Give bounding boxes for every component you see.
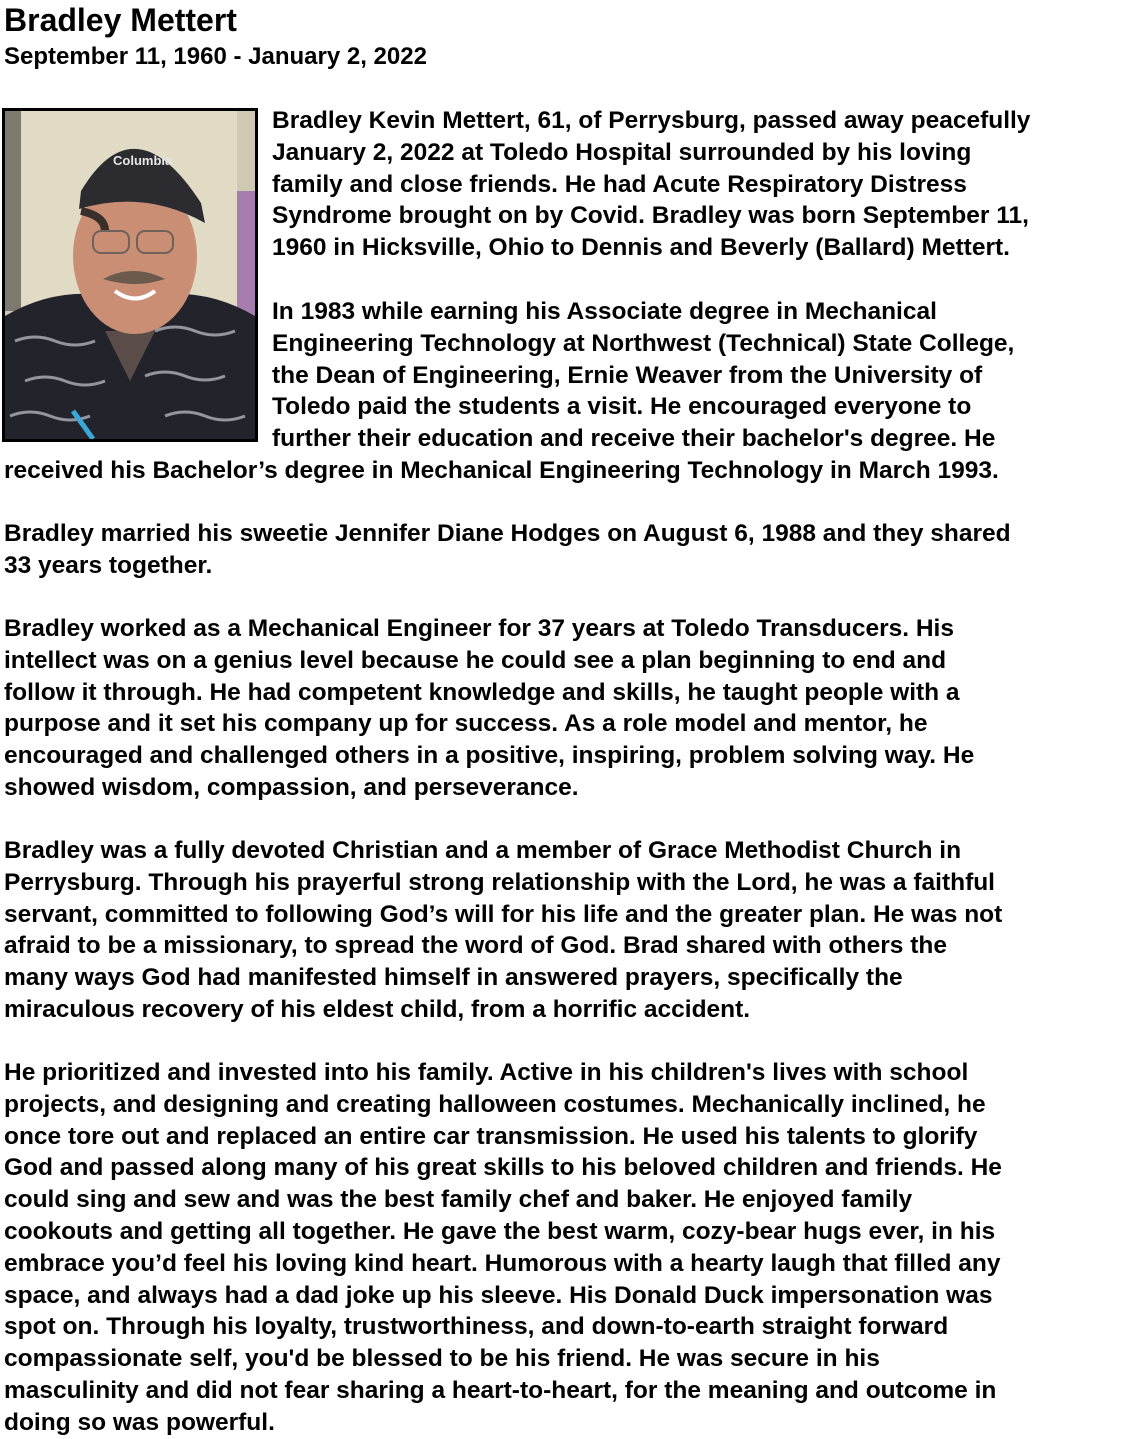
paragraph-2-line: Toledo paid the students a visit. He encouraged everyone to xyxy=(272,393,972,421)
paragraph-6-line: He prioritized and invested into his family. Active in his children's lives with school xyxy=(4,1059,969,1086)
paragraph-4-line: purpose and it set his company up for success. As a role model and mentor, he xyxy=(4,710,928,738)
paragraph-5-line: miraculous recovery of his eldest child, from a horrific accident. xyxy=(4,996,751,1023)
paragraph-6-line: compassionate self, you'd be blessed to be his friend. He was secure in his xyxy=(4,1345,880,1373)
paragraph-4-line: encouraged and challenged others in a positive, inspiring, problem solving way. He xyxy=(4,742,975,770)
paragraph-6-line: masculinity and did not fear sharing a heart-to-heart, for the meaning and outcome in xyxy=(4,1377,997,1404)
paragraph-3-line: 33 years together. xyxy=(4,551,213,579)
paragraph-5-line: servant, committed to following God’s will for his life and the greater plan. He was not xyxy=(4,900,1003,928)
paragraph-2-line: received his Bachelor’s degree in Mechanical Engineering Technology in March 1993. xyxy=(4,457,999,484)
portrait-photo xyxy=(2,108,258,442)
paragraph-2-line: the Dean of Engineering, Ernie Weaver from the University of xyxy=(272,361,983,389)
paragraph-4-line: follow it through. He had competent knowledge and skills, he taught people with a xyxy=(4,678,960,706)
paragraph-4-line: Bradley worked as a Mechanical Engineer for 37 years at Toledo Transducers. His xyxy=(4,615,954,642)
paragraph-6-line: once tore out and replaced an entire car transmission. He used his talents to glorify xyxy=(4,1122,978,1150)
paragraph-5-line: many ways God had manifested himself in answered prayers, specifically the xyxy=(4,964,903,992)
paragraph-4-line: showed wisdom, compassion, and perseverance. xyxy=(4,774,579,801)
paragraph-3-line: Bradley married his sweetie Jennifer Diane Hodges on August 6, 1988 and they shared xyxy=(4,520,1011,547)
paragraph-1-line: January 2, 2022 at Toledo Hospital surrounded by his loving xyxy=(272,138,972,166)
paragraph-1-line: Syndrome brought on by Covid. Bradley was born September 11, xyxy=(272,202,1029,230)
paragraph-2-line: Engineering Technology at Northwest (Technical) State College, xyxy=(272,329,1015,357)
paragraph-5-line: Perrysburg. Through his prayerful strong relationship with the Lord, he was a faithful xyxy=(4,868,995,896)
paragraph-6-line: space, and always had a dad joke up his sleeve. His Donald Duck impersonation was xyxy=(4,1281,993,1309)
paragraph-5-line: Bradley was a fully devoted Christian and a member of Grace Methodist Church in xyxy=(4,837,962,864)
paragraph-1-line: family and close friends. He had Acute Respiratory Distress xyxy=(272,170,967,198)
paragraph-6-line: projects, and designing and creating halloween costumes. Mechanically inclined, he xyxy=(4,1090,986,1118)
paragraph-1-line: Bradley Kevin Mettert, 61, of Perrysburg, passed away peacefully xyxy=(272,107,1031,134)
paragraph-2-line: further their education and receive their bachelor's degree. He xyxy=(272,425,996,453)
life-dates: September 11, 1960 - January 2, 2022 xyxy=(4,43,427,70)
paragraph-6-line: cookouts and getting all together. He gave the best warm, cozy-bear hugs ever, in his xyxy=(4,1218,996,1245)
paragraph-6-line: doing so was powerful. xyxy=(4,1408,275,1436)
paragraph-1-line: 1960 in Hicksville, Ohio to Dennis and Beverly (Ballard) Mettert. xyxy=(272,234,1010,262)
paragraph-2-line: In 1983 while earning his Associate degree in Mechanical xyxy=(272,298,937,325)
paragraph-5-line: afraid to be a missionary, to spread the word of God. Brad shared with others the xyxy=(4,932,947,960)
paragraph-6-line: spot on. Through his loyalty, trustworthiness, and down-to-earth straight forward xyxy=(4,1313,949,1341)
paragraph-6-line: embrace you’d feel his loving kind heart. Humorous with a hearty laugh that filled any xyxy=(4,1249,1001,1277)
paragraph-4-line: intellect was on a genius level because he could see a plan beginning to end and xyxy=(4,646,947,674)
paragraph-6-line: could sing and sew and was the best family chef and baker. He enjoyed family xyxy=(4,1186,913,1214)
svg-text:Columbia: Columbia xyxy=(113,153,173,168)
page-title: Bradley Mettert xyxy=(4,2,237,38)
paragraph-6-line: God and passed along many of his great skills to his beloved children and friends. He xyxy=(4,1154,1002,1182)
